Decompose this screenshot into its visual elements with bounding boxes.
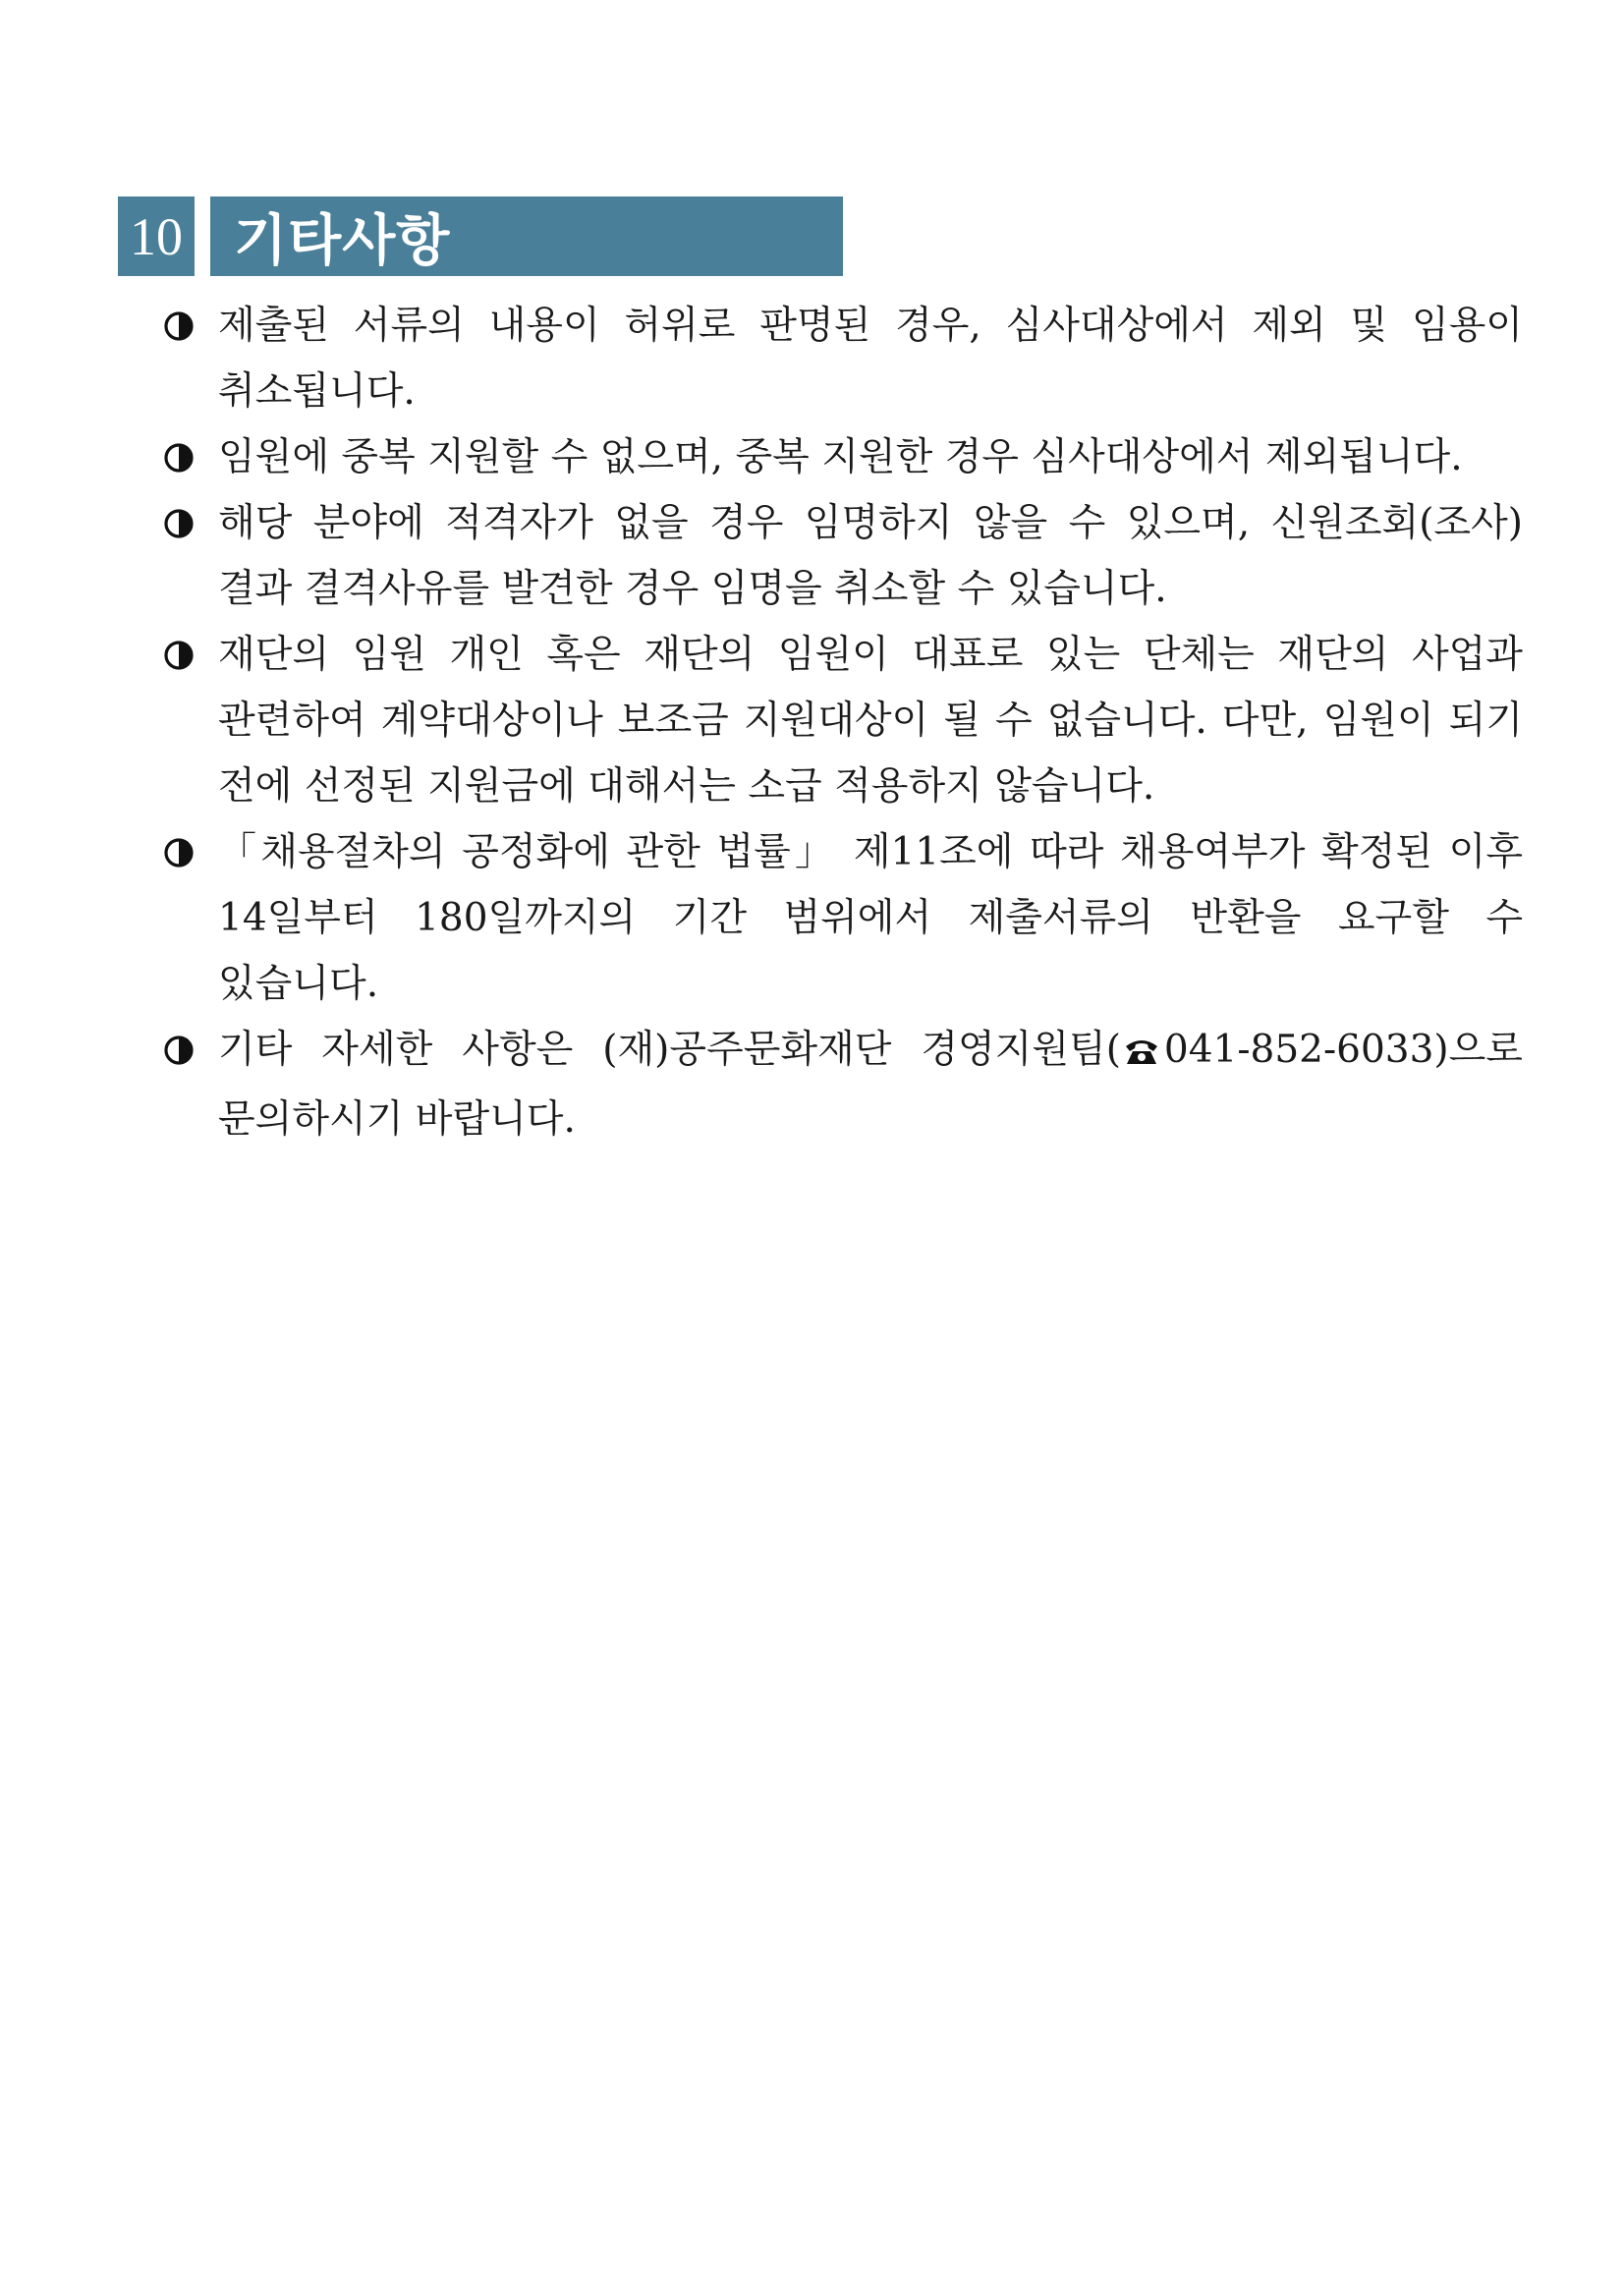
note-text-before: 기타 자세한 사항은 (재)공주문화재단 경영지원팀( xyxy=(218,1028,1121,1072)
half-circle-bullet-icon xyxy=(157,819,200,885)
half-circle-bullet-icon xyxy=(157,424,200,490)
section-title-box xyxy=(210,196,843,276)
note-text-after: )으로 문의하시기 바랍니다. xyxy=(218,1028,1523,1142)
section-header-gap xyxy=(195,196,210,276)
section-number: 10 xyxy=(118,196,195,276)
phone-number: 041-852-6033 xyxy=(1163,1028,1434,1072)
note-item-5 xyxy=(157,819,1523,1017)
note-text: 제출된 서류의 내용이 허위로 판명된 경우, 심사대상에서 제외 및 임용이 취소됩니다. xyxy=(218,304,1523,414)
note-text: 해당 분야에 적격자가 없을 경우 임명하지 않을 수 있으며, 신원조회(조사) 결과 결격사유를 발견한 경우 임명을 취소할 수 있습니다. xyxy=(218,501,1523,611)
section-header xyxy=(118,196,843,276)
section-title: 기타사항 xyxy=(234,208,451,273)
note-item-6 xyxy=(157,1017,1523,1152)
note-text: 「채용절차의 공정화에 관한 법률」 제11조에 따라 채용여부가 확정된 이후 14일부터 180일까지의 기간 범위에서 제출서류의 반환을 요구할 수 있습니다. xyxy=(218,830,1523,1006)
note-text: 재단의 임원 개인 혹은 재단의 임원이 대표로 있는 단체는 재단의 사업과 관련하여 계약대상이나 보조금 지원대상이 될 수 없습니다. 다만, 임원이 되기 전에 선정된 지원금에 대해서는 소급 적용하지 않습니다. xyxy=(218,633,1523,809)
half-circle-bullet-icon xyxy=(157,622,200,688)
note-text: 임원에 중복 지원할 수 없으며, 중복 지원한 경우 심사대상에서 제외됩니다. xyxy=(218,435,1463,479)
half-circle-bullet-icon xyxy=(157,490,200,556)
note-item-3 xyxy=(157,490,1523,622)
notes-list xyxy=(157,293,1523,1152)
note-item-1 xyxy=(157,293,1523,424)
note-item-4 xyxy=(157,622,1523,819)
half-circle-bullet-icon xyxy=(157,293,200,359)
half-circle-bullet-icon xyxy=(157,1017,200,1083)
note-item-2 xyxy=(157,424,1523,490)
telephone-icon xyxy=(1123,1021,1160,1087)
